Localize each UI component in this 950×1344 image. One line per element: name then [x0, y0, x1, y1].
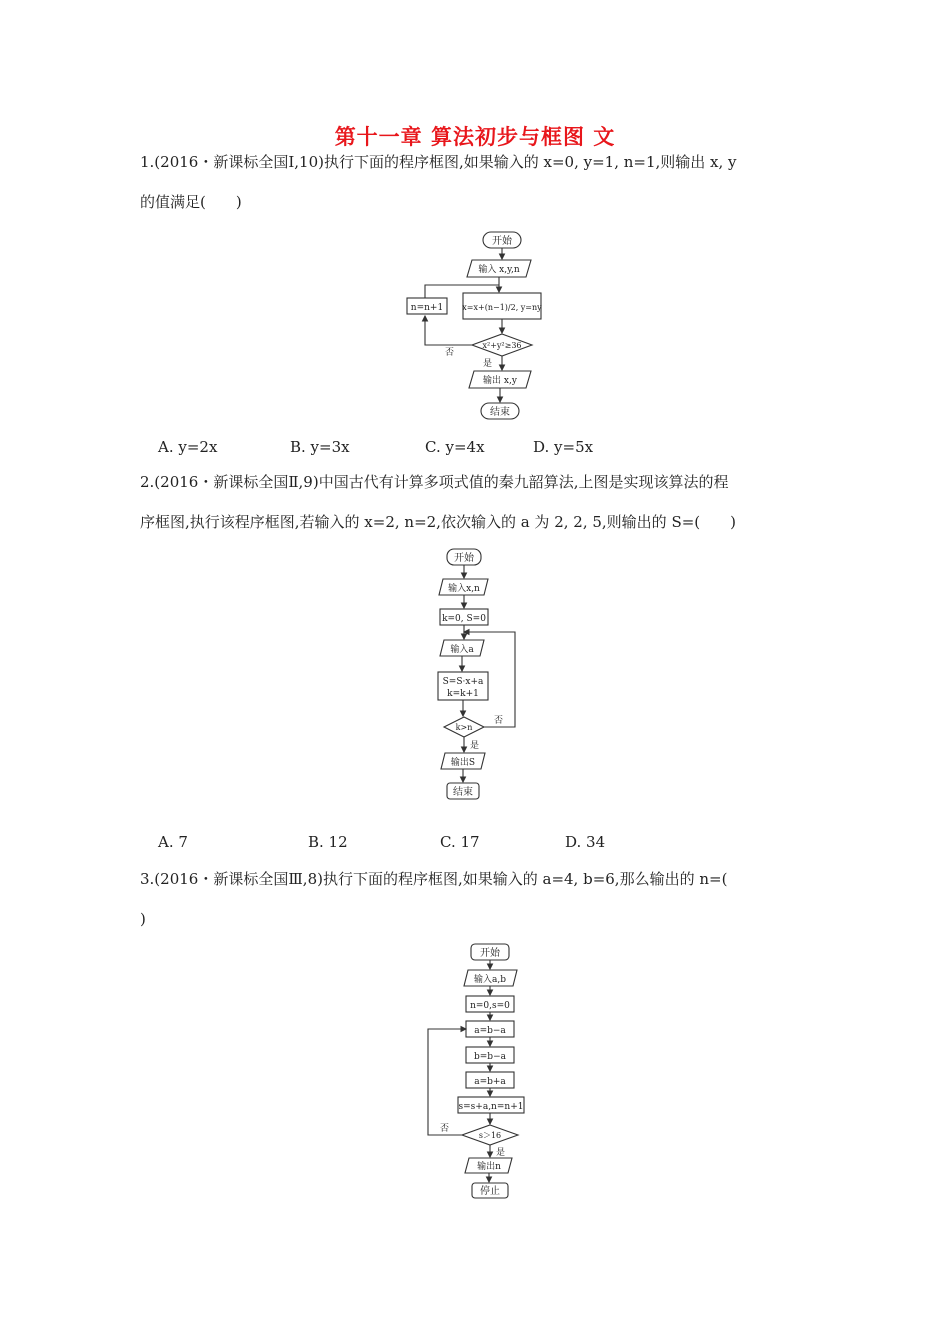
q2-text-line1: 2.(2016・新课标全国Ⅱ,9)中国古代有计算多项式值的秦九韶算法,上图是实现该算法的程	[140, 473, 729, 491]
q2-option-d: D. 34	[565, 833, 606, 851]
q1-text-line2: 的值满足( )	[140, 193, 242, 211]
q3-step1-node: a=b−a	[474, 1026, 506, 1036]
q3-init-node: n=0,s=0	[470, 1001, 510, 1011]
q1-start-node: 开始	[492, 236, 512, 247]
q1-option-d: D. y=5x	[533, 438, 594, 456]
q2-init-node: k=0, S=0	[442, 614, 486, 624]
q1-no-label: 否	[445, 348, 455, 358]
q2-input-node: 输入x,n	[448, 584, 480, 594]
q3-step2-node: b=b−a	[474, 1052, 506, 1062]
q2-condition-node: k>n	[455, 723, 473, 732]
q2-end-node: 结束	[453, 787, 473, 798]
q1-option-b: B. y=3x	[290, 438, 350, 456]
q1-output-node: 输出 x,y	[483, 376, 517, 386]
q3-input-node: 输入a,b	[474, 975, 506, 985]
q2-option-c: C. 17	[440, 833, 480, 851]
q2-step2-node: k=k+1	[447, 689, 479, 699]
q2-option-b: B. 12	[308, 833, 348, 851]
q3-condition-node: s＞16	[478, 1131, 502, 1140]
q1-input-node: 输入 x,y,n	[478, 265, 520, 275]
q1-condition-node: x²+y²≥36	[482, 341, 522, 350]
q3-step3-node: a=b+a	[474, 1077, 506, 1087]
page-title: 第十一章 算法初步与框图 文	[334, 125, 616, 149]
q1-yes-label: 是	[483, 359, 493, 369]
q2-output-node: 输出S	[450, 758, 476, 768]
q3-text-line2: )	[140, 910, 146, 928]
q1-end-node: 结束	[490, 407, 510, 418]
q3-end-node: 停止	[480, 1186, 500, 1197]
q2-start-node: 开始	[454, 553, 474, 564]
q3-flowchart	[420, 940, 540, 1200]
q1-update-n-node: n=n+1	[410, 303, 444, 313]
q3-yes-label: 是	[496, 1148, 506, 1158]
q2-step1-node: S=S·x+a	[442, 677, 484, 687]
q2-no-label: 否	[494, 716, 504, 726]
q3-step4-node: s=s+a,n=n+1	[458, 1102, 524, 1112]
q3-text-line1: 3.(2016・新课标全国Ⅲ,8)执行下面的程序框图,如果输入的 a=4, b=6,那么输出的 n=(	[140, 870, 728, 888]
q1-text-line1: 1.(2016・新课标全国Ⅰ,10)执行下面的程序框图,如果输入的 x=0, y=1, n=1,则输出 x, y	[140, 153, 737, 171]
q2-yes-label: 是	[470, 741, 480, 751]
q1-flowchart	[395, 225, 555, 425]
q1-option-c: C. y=4x	[425, 438, 485, 456]
q3-output-node: 输出n	[477, 1162, 501, 1172]
q1-update-xy-node: x=x+(n−1)/2, y=ny	[462, 303, 542, 312]
q2-option-a: A. 7	[158, 833, 188, 851]
q2-input-a-node: 输入a	[450, 645, 474, 655]
q2-text-line2: 序框图,执行该程序框图,若输入的 x=2, n=2,依次输入的 a 为 2, 2, 5,则输出的 S=( )	[140, 513, 736, 531]
q2-flowchart	[430, 545, 530, 805]
q3-start-node: 开始	[480, 948, 500, 959]
q3-no-label: 否	[440, 1124, 450, 1134]
q1-option-a: A. y=2x	[158, 438, 218, 456]
